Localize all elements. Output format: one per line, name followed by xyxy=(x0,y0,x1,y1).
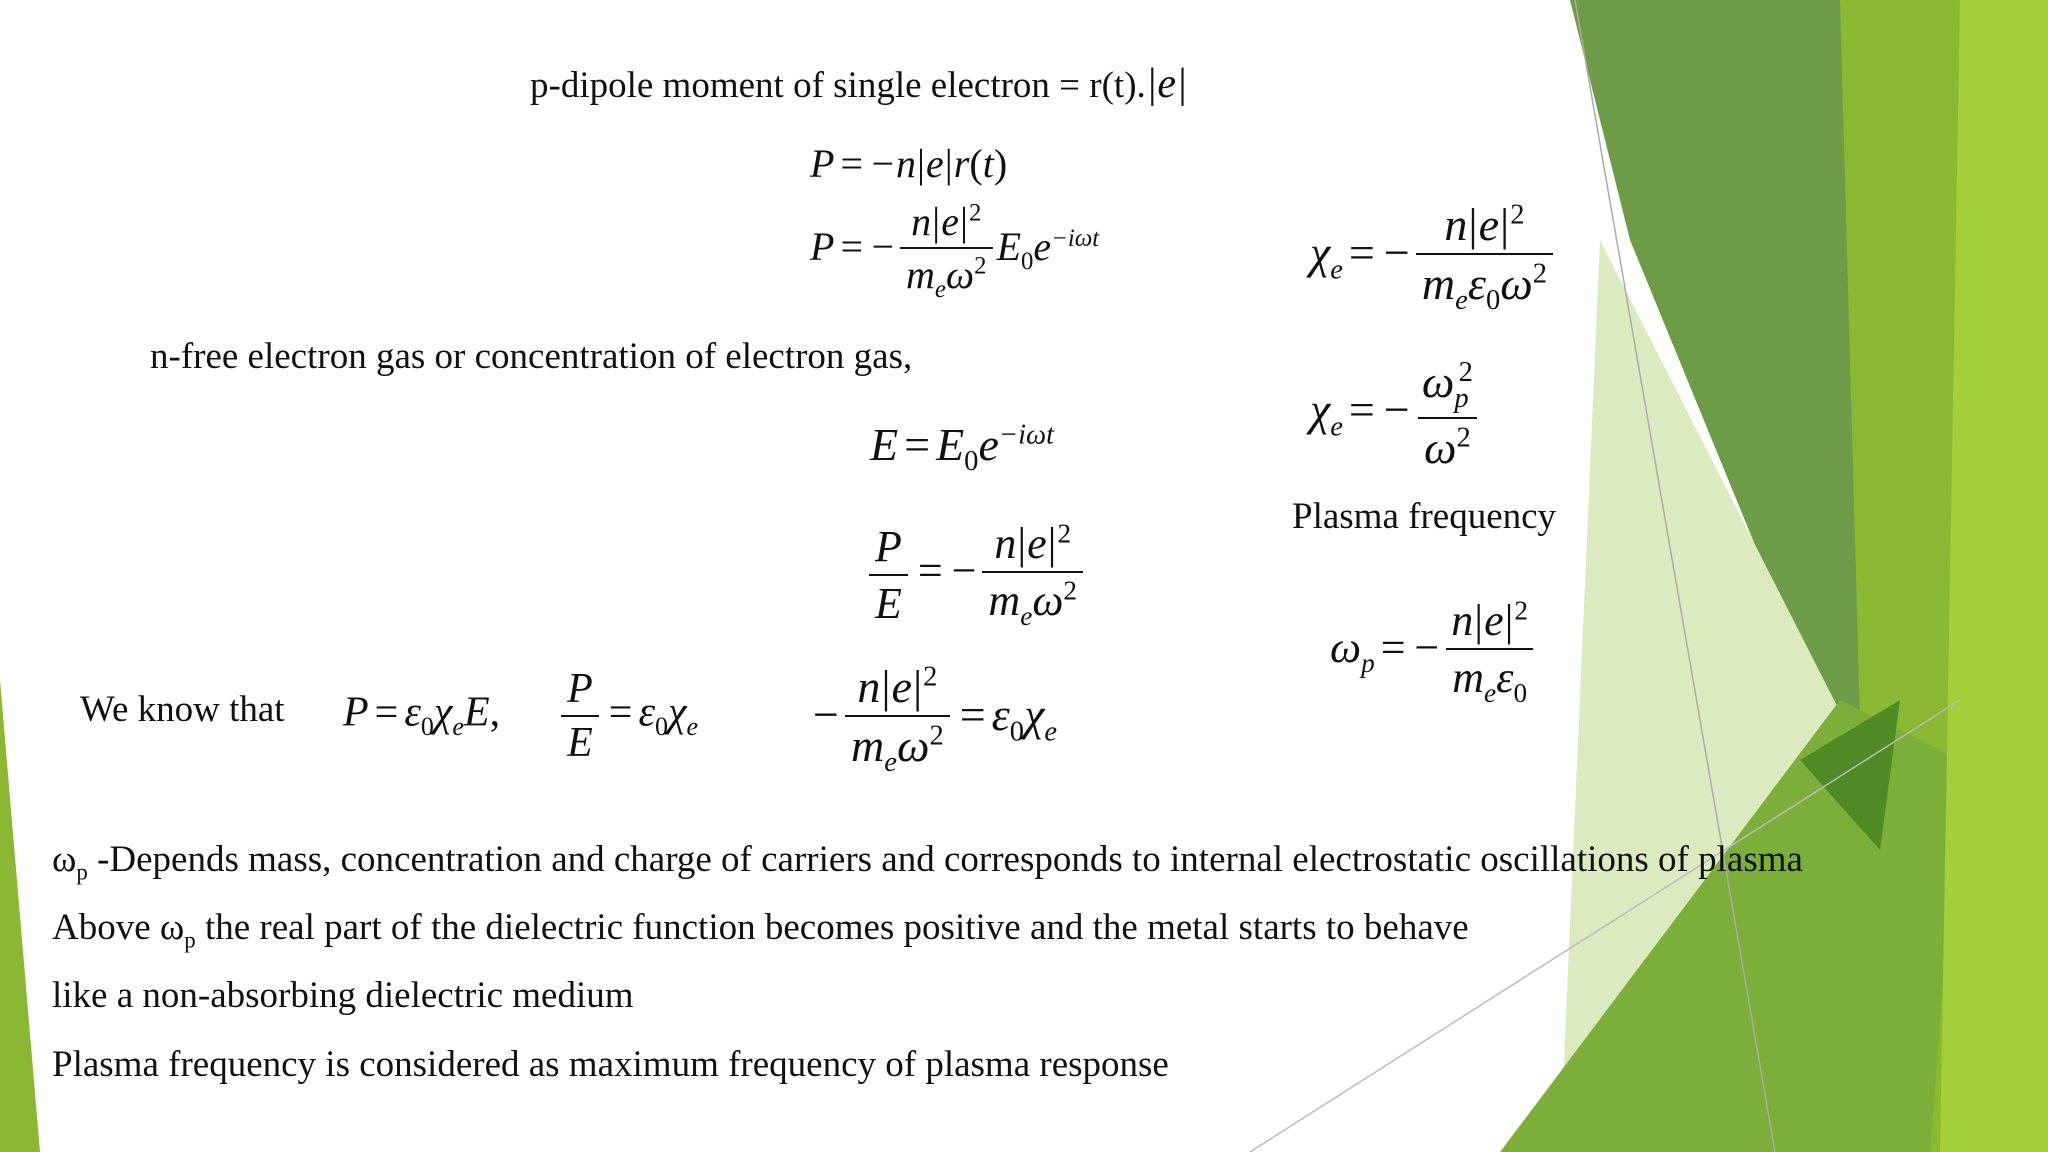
left-green-triangle xyxy=(0,680,40,1152)
equation-susceptibility: $P = \varepsilon_0\chi_eE$, $\frac{P}{E}$ = $\varepsilon_0\chi_e$ xyxy=(343,666,699,766)
dipole-symbol: e xyxy=(1157,61,1176,107)
equation-chi-full: $\chi_e$ = − $\frac{n|e|^2}{m_e\varepsilon_0\omega^2}$ xyxy=(1310,198,1557,317)
equation-e-field: $E = E_0e^{-i\omega t}$ xyxy=(870,419,1055,478)
dipole-moment-text: p-dipole moment of single electron = r(t). xyxy=(530,65,1146,106)
bullet-line-1: $\omega_p$ -Depends mass, concentration and charge of carriers and corresponds to internal electrostatic oscillations of plasma xyxy=(52,839,1803,885)
bullet-line-4: Plasma frequency is considered as maximum frequency of plasma response xyxy=(52,1044,1169,1085)
equation-equate: − $\frac{n|e|^2}{m_e\omega^2}$ = $\varepsilon_0\chi_e$ xyxy=(810,661,1057,779)
equation-p-over-e: $\frac{P}{E}$ = − $\frac{n|e|^2}{m_e\omega^2}$ xyxy=(865,518,1087,632)
equation-chi-plasma: $\chi_e$ = − $\frac{\omega_p^2}{\omega^2}$ xyxy=(1310,355,1483,474)
equation-omega-p: $\omega_p$ = − $\frac{n|e|^2}{m_e\varepsilon_0}$ xyxy=(1330,595,1538,709)
we-know-that-text: We know that xyxy=(80,689,285,730)
equation-p-dipole: P = −n|e|r(t) xyxy=(810,141,1008,186)
electron-gas-line: n-free electron gas or concentration of electron gas, xyxy=(150,336,913,377)
bullet-line-3: like a non-absorbing dielectric medium xyxy=(52,975,634,1016)
plasma-frequency-label: Plasma frequency xyxy=(1292,496,1557,537)
dipole-moment-line: p-dipole moment of single electron = r(t).|e| xyxy=(530,61,1188,107)
bullet-line-2: Above $\omega_p$ the real part of the dielectric function becomes positive and the metal starts to behave xyxy=(52,907,1469,953)
equation-p-field: P = − $\frac{n|e|^2}{m_e\omega^2}$ $E_0e^{-i\omega t}$ xyxy=(810,199,1100,303)
